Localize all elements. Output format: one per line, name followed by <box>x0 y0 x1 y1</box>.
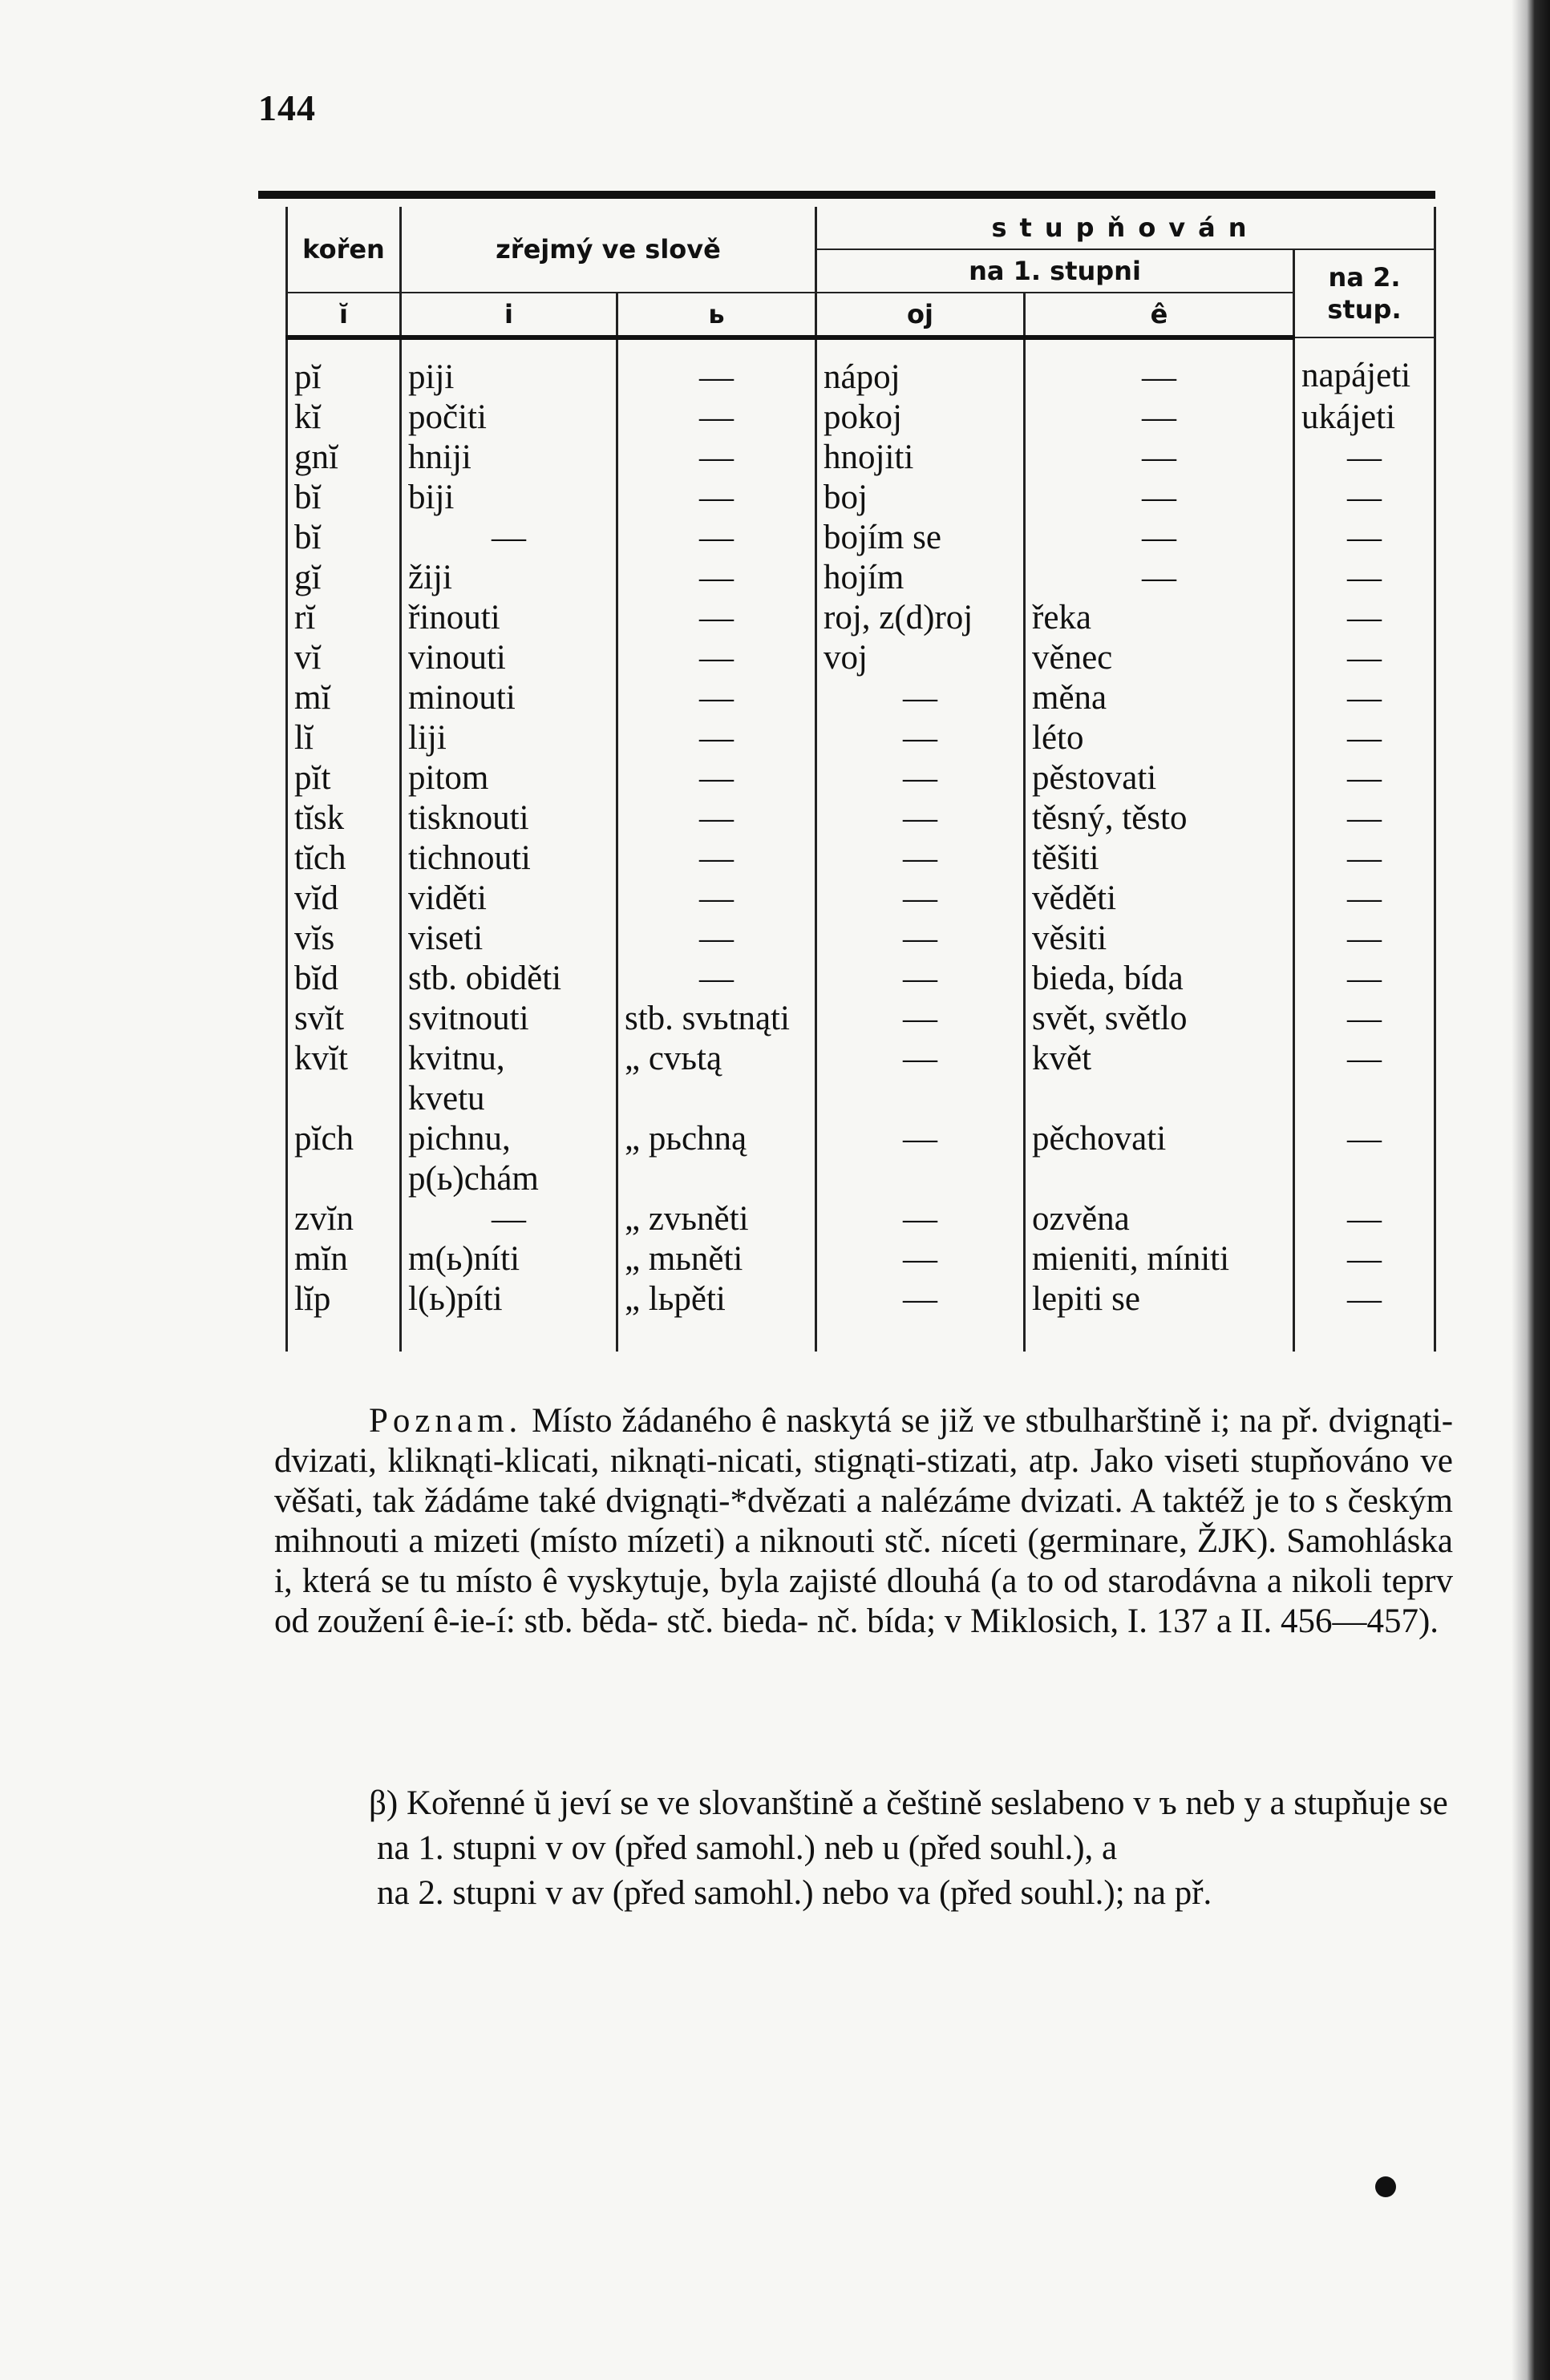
table-row <box>287 758 1435 798</box>
subheader-e: ê <box>1025 293 1294 337</box>
table-row <box>287 1199 1435 1239</box>
subheader-oj: oj <box>816 293 1025 337</box>
cell-root: vĭ <box>287 638 401 678</box>
cell-word-b: — <box>617 959 816 999</box>
cell-stage1-e: řeka <box>1025 598 1294 638</box>
subheader-i: i <box>401 293 617 337</box>
cell-stage1-e: ozvěna <box>1025 1199 1294 1239</box>
cell-stage1-oj: — <box>816 999 1025 1039</box>
cell-word-b: — <box>617 879 816 919</box>
cell-word-i: tichnouti <box>401 838 617 879</box>
table-row <box>287 999 1435 1039</box>
table-row <box>287 798 1435 838</box>
cell-root: rĭ <box>287 598 401 638</box>
header-zrejmy: zřejmý ve slově <box>401 207 816 293</box>
cell-stage1-oj: hojím <box>816 558 1025 598</box>
table-row <box>287 919 1435 959</box>
cell-stage1-e: věděti <box>1025 879 1294 919</box>
cell-stage1-e: — <box>1025 478 1294 518</box>
cell-stage2: — <box>1294 1199 1435 1239</box>
note-label: Poznam. <box>369 1402 523 1440</box>
cell-stage2: — <box>1294 1119 1435 1199</box>
cell-word-b: — <box>617 678 816 718</box>
table-row <box>287 438 1435 478</box>
table-row <box>287 1119 1435 1199</box>
page-number: 144 <box>258 87 316 128</box>
cell-stage2: — <box>1294 718 1435 758</box>
cell-word-i: hniji <box>401 438 617 478</box>
table-row <box>287 638 1435 678</box>
cell-stage2: — <box>1294 598 1435 638</box>
cell-root: lĭ <box>287 718 401 758</box>
cell-stage1-e: měna <box>1025 678 1294 718</box>
table-row <box>287 879 1435 919</box>
cell-word-i: svitnouti <box>401 999 617 1039</box>
page-edge <box>1512 0 1550 2380</box>
subheader-koren: ĭ <box>287 293 401 337</box>
cell-word-b: stb. svьtnąti <box>617 999 816 1039</box>
cell-stage1-e: — <box>1025 558 1294 598</box>
header-na2: na 2. stup. <box>1294 249 1435 337</box>
table-row <box>287 959 1435 999</box>
cell-root: pĭt <box>287 758 401 798</box>
cell-word-b: — <box>617 638 816 678</box>
cell-word-b: — <box>617 438 816 478</box>
cell-stage2: — <box>1294 1279 1435 1352</box>
cell-root: mĭ <box>287 678 401 718</box>
cell-word-b: „ mьněti <box>617 1239 816 1279</box>
cell-stage2: ukájeti <box>1294 398 1435 438</box>
cell-root: svĭt <box>287 999 401 1039</box>
cell-stage1-e: pěchovati <box>1025 1119 1294 1199</box>
cell-stage1-oj: pokoj <box>816 398 1025 438</box>
cell-word-b: — <box>617 798 816 838</box>
cell-root: bĭ <box>287 518 401 558</box>
table-row <box>287 678 1435 718</box>
cell-word-i: počiti <box>401 398 617 438</box>
cell-stage2: — <box>1294 798 1435 838</box>
cell-root: pĭ <box>287 337 401 398</box>
cell-root: kvĭt <box>287 1039 401 1119</box>
cell-stage1-oj: — <box>816 678 1025 718</box>
cell-word-i: stb. obiděti <box>401 959 617 999</box>
table-row <box>287 558 1435 598</box>
cell-word-b: — <box>617 919 816 959</box>
table-row <box>287 598 1435 638</box>
cell-root: pĭch <box>287 1119 401 1199</box>
cell-word-b: — <box>617 478 816 518</box>
cell-word-i: tisknouti <box>401 798 617 838</box>
root-gradation-table <box>285 207 1434 1353</box>
cell-stage1-oj: boj <box>816 478 1025 518</box>
cell-root: gnĭ <box>287 438 401 478</box>
cell-stage2: — <box>1294 758 1435 798</box>
cell-stage1-e: — <box>1025 518 1294 558</box>
header-stupnovan: stupňován <box>816 207 1435 249</box>
cell-word-i: l(ь)píti <box>401 1279 617 1352</box>
cell-word-i: vinouti <box>401 638 617 678</box>
table-row <box>287 838 1435 879</box>
table-row <box>287 518 1435 558</box>
cell-root: tĭch <box>287 838 401 879</box>
cell-stage1-oj: — <box>816 798 1025 838</box>
cell-stage2: — <box>1294 919 1435 959</box>
cell-word-b: — <box>617 598 816 638</box>
cell-stage2: — <box>1294 558 1435 598</box>
cell-stage1-oj: — <box>816 1199 1025 1239</box>
cell-stage1-oj: — <box>816 718 1025 758</box>
cell-stage1-oj: roj, z(d)roj <box>816 598 1025 638</box>
cell-word-b: — <box>617 337 816 398</box>
table-top-rule <box>258 191 1435 199</box>
beta-line-1: β) Kořenné ŭ jeví se ve slovanštině a češtině seslabeno v ъ neb y a stupňuje se <box>369 1784 1448 1822</box>
cell-word-i: biji <box>401 478 617 518</box>
cell-stage1-e: věsiti <box>1025 919 1294 959</box>
cell-root: bĭ <box>287 478 401 518</box>
cell-stage2: — <box>1294 959 1435 999</box>
cell-stage1-oj: — <box>816 1239 1025 1279</box>
cell-root: vĭd <box>287 879 401 919</box>
cell-stage1-oj: — <box>816 758 1025 798</box>
cell-stage1-e: pěstovati <box>1025 758 1294 798</box>
cell-word-i: řinouti <box>401 598 617 638</box>
cell-stage1-oj: bojím se <box>816 518 1025 558</box>
beta-line-2: na 1. stupni v ov (před samohl.) neb u (před souhl.), a <box>377 1829 1118 1867</box>
cell-stage2: — <box>1294 438 1435 478</box>
note-block <box>274 1401 1453 1642</box>
note-text: Místo žádaného ê naskytá se již ve stbulharštině i; na př. dvignąti-dvizati, kliknąti-klicati, niknąti-nicati, stignąti-stizati, atp. Jako viseti stupňováno ve věšati, tak žádáme také dvignąti-*dvězati a nalézáme dvizati. A taktéž je to s českým mihnouti a mizeti (místo mízeti) a niknouti stč. níceti (germinare, ŽJK). Samohláska i, která se tu místo ê vyskytuje, byla zajisté dlouhá (a to od starodávna a nikoli teprv od zoužení ê-ie-í: stb. běda- stč. bieda- nč. bída; v Miklosich, I. 137 a II. 456—457). <box>274 1402 1454 1640</box>
cell-stage1-e: — <box>1025 337 1294 398</box>
cell-word-i: pitom <box>401 758 617 798</box>
cell-word-b: — <box>617 398 816 438</box>
cell-stage2: — <box>1294 518 1435 558</box>
cell-stage1-oj: — <box>816 838 1025 879</box>
cell-stage1-oj: voj <box>816 638 1025 678</box>
cell-stage2: napájeti <box>1294 337 1435 398</box>
cell-stage1-e: věnec <box>1025 638 1294 678</box>
cell-word-b: — <box>617 758 816 798</box>
table-row <box>287 1039 1435 1119</box>
cell-stage1-oj: hnojiti <box>816 438 1025 478</box>
cell-stage2: — <box>1294 638 1435 678</box>
cell-word-i: minouti <box>401 678 617 718</box>
cell-word-b: — <box>617 838 816 879</box>
cell-stage1-oj: — <box>816 959 1025 999</box>
header-na1: na 1. stupni <box>816 249 1294 293</box>
cell-root: bĭd <box>287 959 401 999</box>
cell-root: gĭ <box>287 558 401 598</box>
cell-root: vĭs <box>287 919 401 959</box>
cell-stage2: — <box>1294 1039 1435 1119</box>
table-row <box>287 398 1435 438</box>
cell-word-i: liji <box>401 718 617 758</box>
ink-dot <box>1375 2176 1396 2197</box>
cell-word-i: m(ь)níti <box>401 1239 617 1279</box>
table-row <box>287 1279 1435 1352</box>
cell-stage1-oj: nápoj <box>816 337 1025 398</box>
cell-stage1-e: léto <box>1025 718 1294 758</box>
cell-stage1-e: svět, světlo <box>1025 999 1294 1039</box>
cell-stage2: — <box>1294 678 1435 718</box>
header-koren: kořen <box>287 207 401 293</box>
cell-stage1-e: těsný, těsto <box>1025 798 1294 838</box>
cell-stage1-e: těšiti <box>1025 838 1294 879</box>
cell-word-b: „ zvьněti <box>617 1199 816 1239</box>
cell-word-i: — <box>401 1199 617 1239</box>
table-body <box>287 337 1435 1352</box>
beta-line-3: na 2. stupni v av (před samohl.) nebo va (před souhl.); na př. <box>377 1874 1212 1912</box>
cell-root: mĭn <box>287 1239 401 1279</box>
cell-stage1-e: — <box>1025 398 1294 438</box>
cell-root: zvĭn <box>287 1199 401 1239</box>
cell-word-i: pichnu, p(ь)chám <box>401 1119 617 1199</box>
cell-word-b: „ cvьtą <box>617 1039 816 1119</box>
table-row <box>287 718 1435 758</box>
cell-stage1-oj: — <box>816 1039 1025 1119</box>
cell-word-b: — <box>617 558 816 598</box>
table-row <box>287 337 1435 398</box>
cell-stage2: — <box>1294 1239 1435 1279</box>
cell-root: lĭp <box>287 1279 401 1352</box>
cell-stage1-e: květ <box>1025 1039 1294 1119</box>
cell-word-i: — <box>401 518 617 558</box>
cell-stage1-e: bieda, bída <box>1025 959 1294 999</box>
cell-root: kĭ <box>287 398 401 438</box>
beta-section <box>274 1781 1453 1916</box>
cell-stage2: — <box>1294 879 1435 919</box>
cell-stage2: — <box>1294 999 1435 1039</box>
cell-word-i: žiji <box>401 558 617 598</box>
cell-root: tĭsk <box>287 798 401 838</box>
cell-stage1-oj: — <box>816 1279 1025 1352</box>
cell-stage1-oj: — <box>816 919 1025 959</box>
cell-stage2: — <box>1294 838 1435 879</box>
cell-stage1-e: — <box>1025 438 1294 478</box>
cell-stage1-oj: — <box>816 1119 1025 1199</box>
table-row <box>287 478 1435 518</box>
cell-stage2: — <box>1294 478 1435 518</box>
cell-stage1-e: mieniti, míniti <box>1025 1239 1294 1279</box>
cell-word-i: piji <box>401 337 617 398</box>
cell-word-b: „ lьpěti <box>617 1279 816 1352</box>
table-row <box>287 1239 1435 1279</box>
cell-word-b: „ pьchną <box>617 1119 816 1199</box>
cell-stage1-e: lepiti se <box>1025 1279 1294 1352</box>
subheader-b: ь <box>617 293 816 337</box>
cell-stage1-oj: — <box>816 879 1025 919</box>
cell-word-b: — <box>617 518 816 558</box>
cell-word-i: kvitnu, kvetu <box>401 1039 617 1119</box>
cell-word-i: viděti <box>401 879 617 919</box>
cell-word-i: viseti <box>401 919 617 959</box>
cell-word-b: — <box>617 718 816 758</box>
